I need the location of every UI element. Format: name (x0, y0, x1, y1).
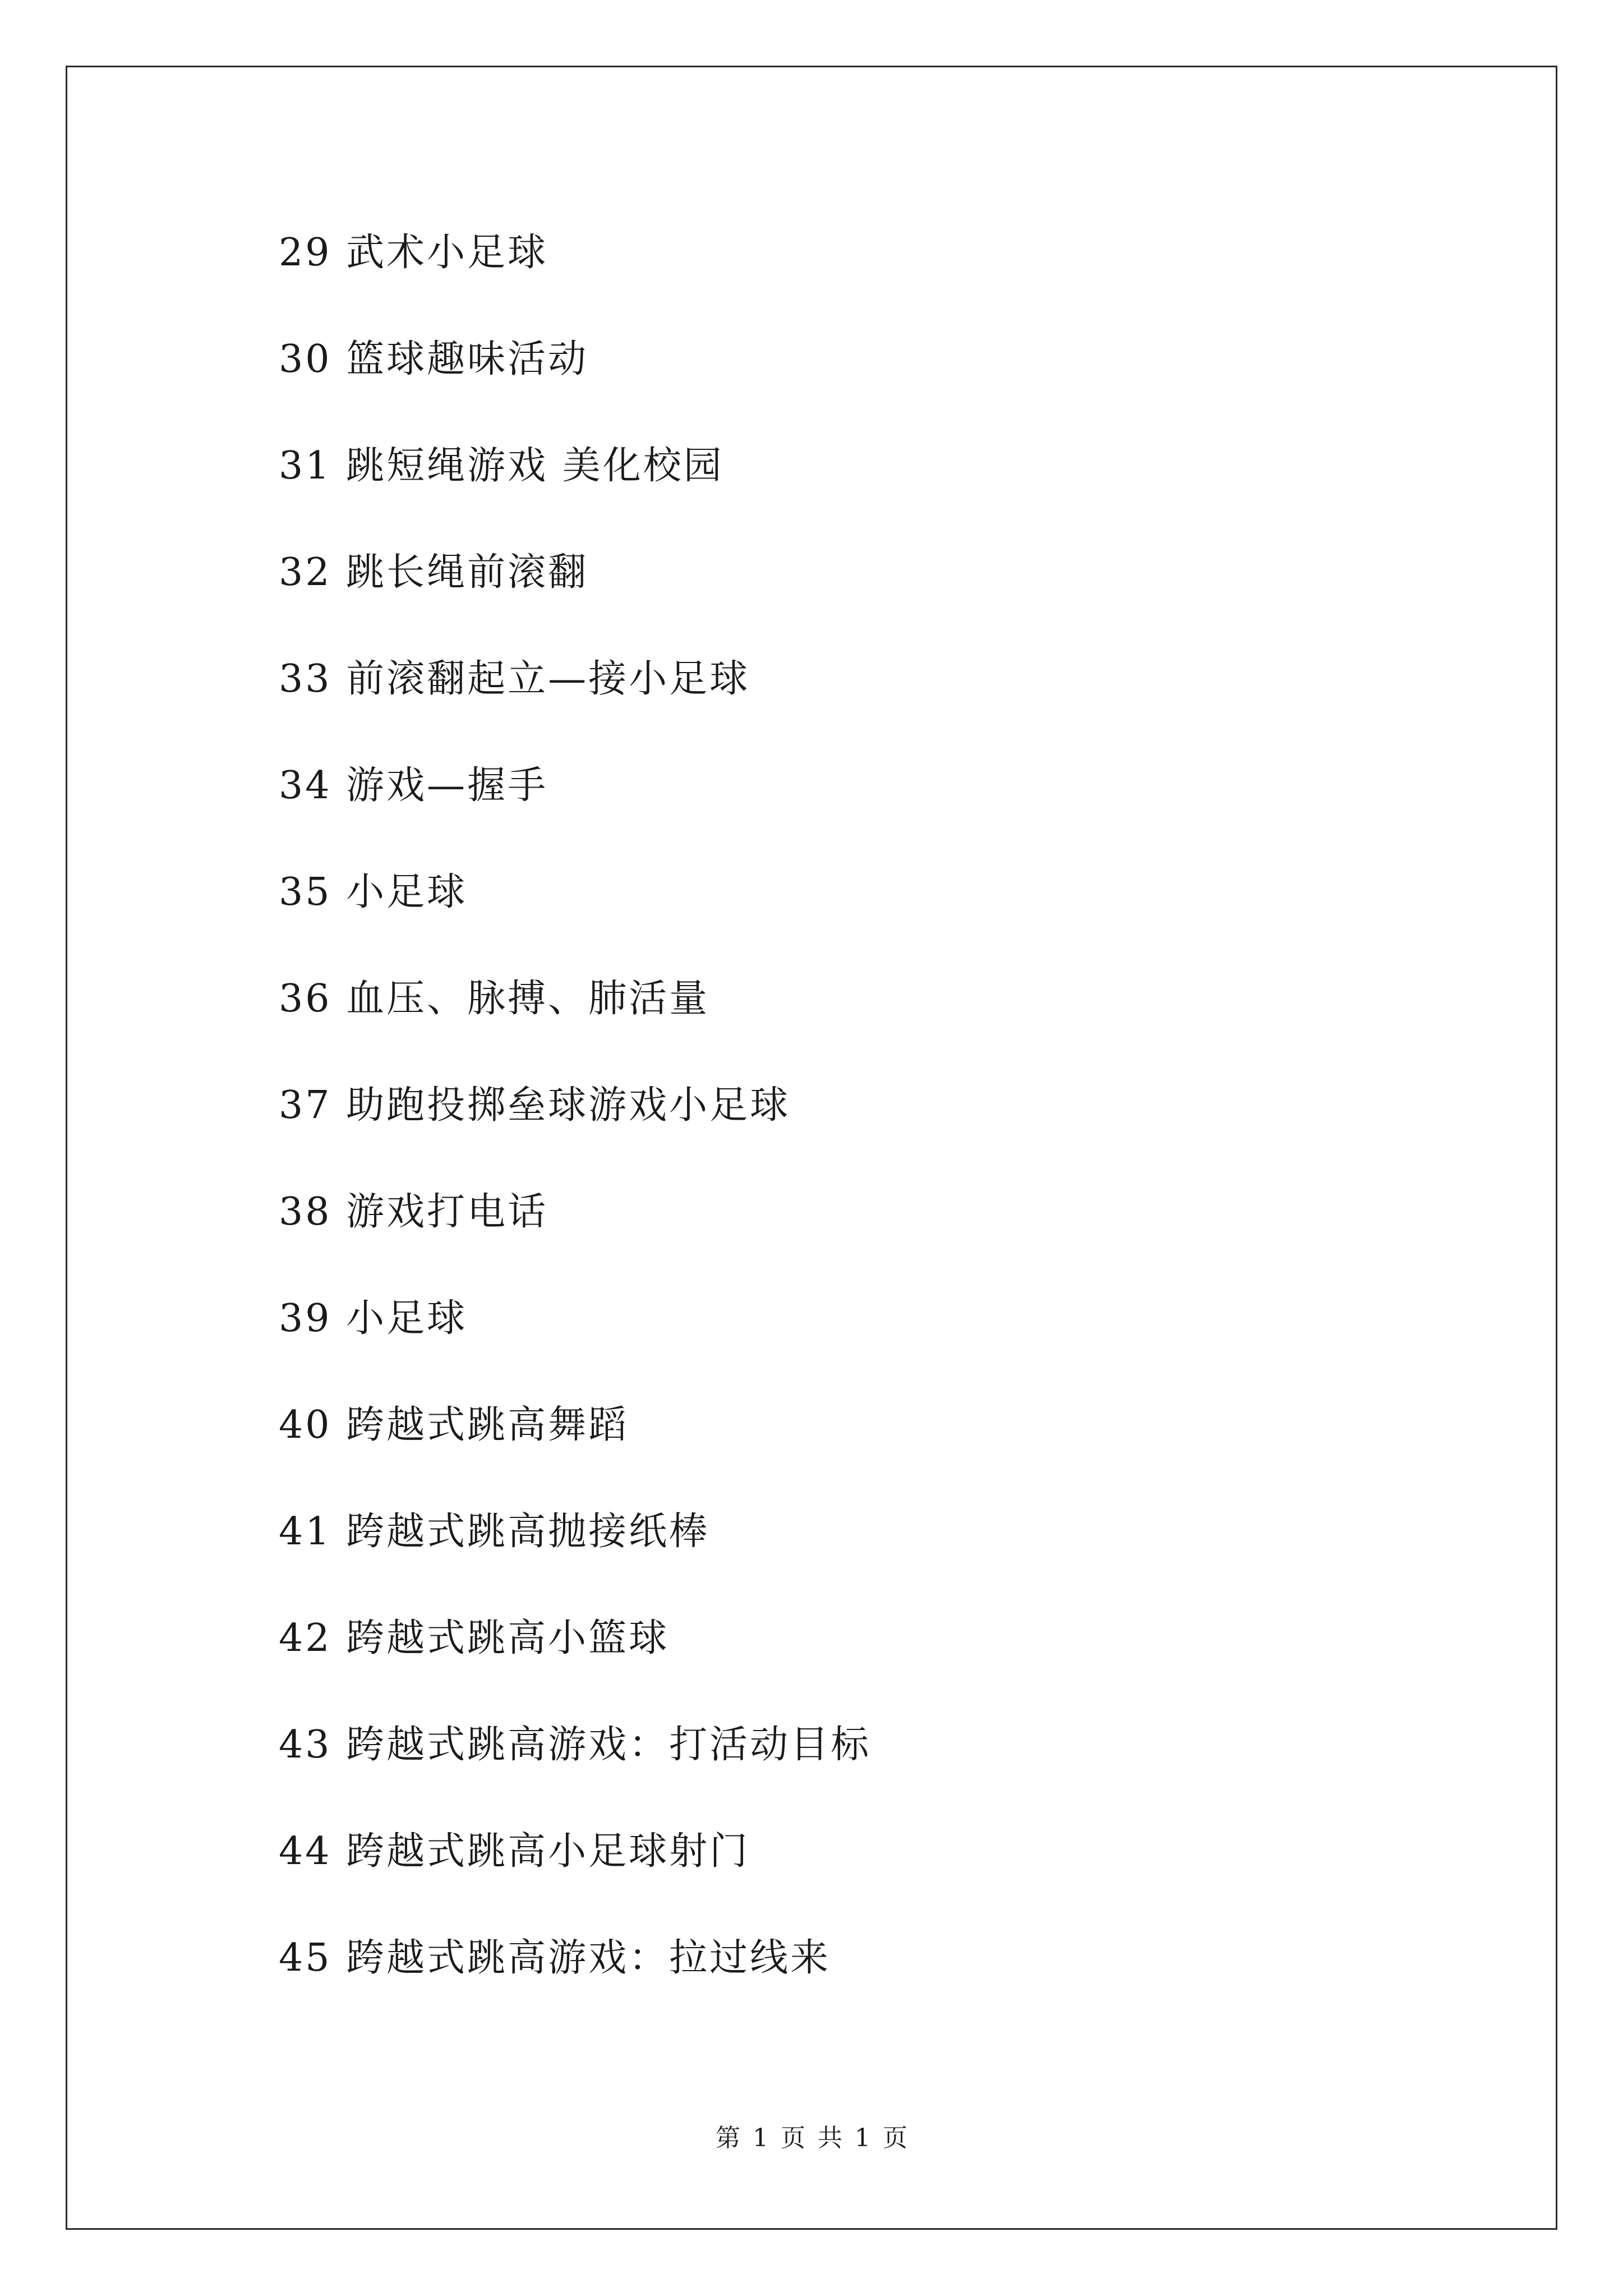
list-item: 36 血压、脉搏、肺活量 (279, 977, 710, 1021)
list-item: 42 跨越式跳高小篮球 (279, 1616, 670, 1660)
list-item: 30 篮球趣味活动 (279, 337, 589, 381)
lesson-list (279, 219, 1513, 2031)
list-item: 34 游戏—握手 (279, 763, 548, 808)
list-item: 29 武术小足球 (279, 231, 548, 275)
page-number-footer: 第 1 页 共 1 页 (716, 2124, 907, 2152)
list-item: 38 游戏打电话 (279, 1190, 548, 1234)
list-item: 41 跨越式跳高抛接纸棒 (279, 1510, 710, 1554)
list-item: 43 跨越式跳高游戏：打活动目标 (279, 1723, 872, 1767)
list-item: 32 跳长绳前滚翻 (279, 550, 589, 595)
list-item: 45 跨越式跳高游戏：拉过线来 (279, 1936, 831, 1980)
list-item: 31 跳短绳游戏 美化校园 (279, 444, 724, 488)
list-item: 35 小足球 (279, 870, 468, 914)
list-item: 39 小足球 (279, 1296, 468, 1341)
list-item: 44 跨越式跳高小足球射门 (279, 1829, 750, 1874)
list-item: 37 助跑投掷垒球游戏小足球 (279, 1083, 791, 1128)
list-item: 33 前滚翻起立—接小足球 (279, 657, 750, 701)
list-item: 40 跨越式跳高舞蹈 (279, 1403, 629, 1447)
